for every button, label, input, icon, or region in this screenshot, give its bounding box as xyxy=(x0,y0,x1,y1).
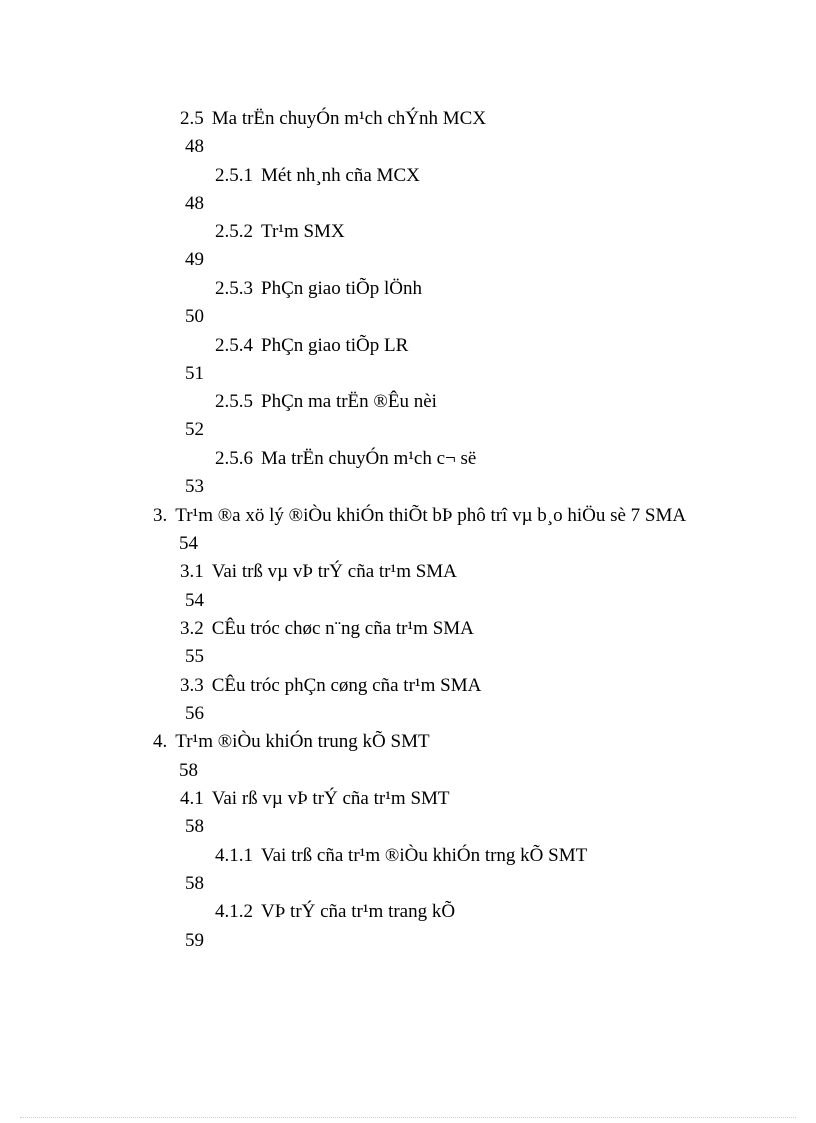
toc-page-number: 58 xyxy=(185,816,204,837)
toc-entry xyxy=(215,447,476,471)
toc-number: 2.5.4 xyxy=(215,335,253,356)
toc-entry xyxy=(153,504,686,528)
page-bottom-divider xyxy=(20,1117,796,1118)
toc-entry xyxy=(215,900,455,924)
toc-title: PhÇn ma trËn ®Êu nèi xyxy=(261,391,437,412)
toc-title: Vai trß vµ vÞ trÝ cña tr¹m SMA xyxy=(211,561,457,582)
toc-entry xyxy=(153,730,430,754)
toc-title: PhÇn giao tiÕp lÖnh xyxy=(261,278,422,299)
toc-title: Ma trËn chuyÓn m¹ch c¬ së xyxy=(261,448,477,469)
toc-title: Mét nh¸nh cña MCX xyxy=(261,165,420,186)
toc-number: 3.3 xyxy=(180,675,204,696)
toc-page-number: 51 xyxy=(185,363,204,384)
toc-title: VÞ trÝ cña tr¹m trang kÕ xyxy=(261,901,456,922)
toc-title: PhÇn giao tiÕp LR xyxy=(261,335,409,356)
toc-entry xyxy=(180,617,474,641)
toc-page-number: 54 xyxy=(185,590,204,611)
toc-entry xyxy=(215,277,422,301)
toc-number: 2.5.1 xyxy=(215,165,253,186)
toc-page-number: 58 xyxy=(179,760,198,781)
toc-title: Ma trËn chuyÓn m¹ch chÝnh MCX xyxy=(211,108,487,129)
toc-page-number: 59 xyxy=(185,930,204,951)
toc-number: 4.1.2 xyxy=(215,901,253,922)
toc-number: 2.5.3 xyxy=(215,278,253,299)
toc-page-number: 52 xyxy=(185,419,204,440)
toc-number: 4. xyxy=(153,731,168,752)
toc-title: Vai trß cña tr¹m ®iÒu khiÓn trng kÕ SMT xyxy=(261,845,588,866)
toc-page-number: 48 xyxy=(185,193,204,214)
toc-entry xyxy=(180,107,486,131)
toc-page-number: 55 xyxy=(185,646,204,667)
toc-number: 4.1 xyxy=(180,788,204,809)
toc-entry xyxy=(180,787,450,811)
toc-title: CÊu tróc chøc n¨ng cña tr¹m SMA xyxy=(211,618,474,639)
toc-page-number: 49 xyxy=(185,249,204,270)
toc-number: 4.1.1 xyxy=(215,845,253,866)
toc-entry xyxy=(180,674,481,698)
toc-title: Tr¹m ®iÒu khiÓn trung kÕ SMT xyxy=(175,731,430,752)
toc-number: 3. xyxy=(153,505,168,526)
toc-number: 2.5.2 xyxy=(215,221,253,242)
toc-page-number: 56 xyxy=(185,703,204,724)
toc-entry xyxy=(215,164,420,188)
toc-entry xyxy=(215,334,408,358)
toc-entry xyxy=(215,220,345,244)
toc-page-number: 53 xyxy=(185,476,204,497)
toc-title: CÊu tróc phÇn cøng cña tr¹m SMA xyxy=(211,675,482,696)
toc-number: 2.5 xyxy=(180,108,204,129)
toc-number: 3.2 xyxy=(180,618,204,639)
toc-entry xyxy=(180,560,457,584)
toc-title: Vai rß vµ vÞ trÝ cña tr¹m SMT xyxy=(211,788,450,809)
toc-page-number: 48 xyxy=(185,136,204,157)
toc-page-number: 54 xyxy=(179,533,198,554)
toc-page-number: 50 xyxy=(185,306,204,327)
toc-number: 2.5.5 xyxy=(215,391,253,412)
toc-entry xyxy=(215,844,587,868)
toc-number: 2.5.6 xyxy=(215,448,253,469)
toc-entry xyxy=(215,390,437,414)
toc-title: Tr¹m SMX xyxy=(261,221,345,242)
toc-number: 3.1 xyxy=(180,561,204,582)
toc-title: Tr¹m ®a xö lý ®iÒu khiÓn thiÕt bÞ phô trî vµ b¸o hiÖu sè 7 SMA xyxy=(175,505,687,526)
toc-page-number: 58 xyxy=(185,873,204,894)
